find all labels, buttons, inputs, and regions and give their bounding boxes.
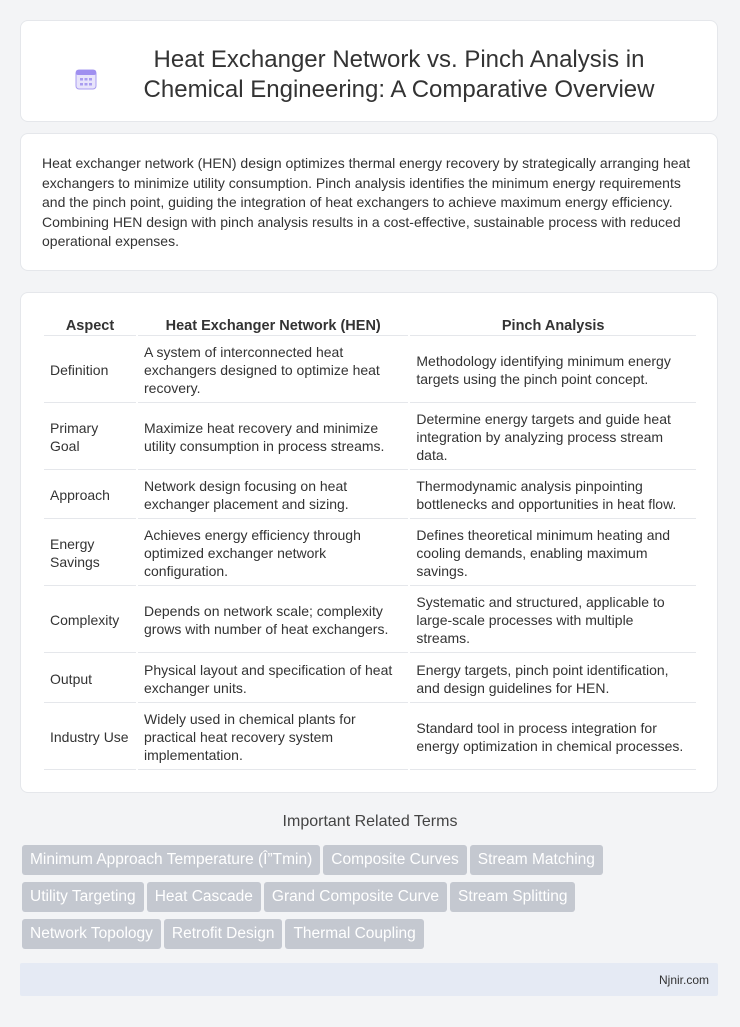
hen-cell: Network design focusing on heat exchanger placement and sizing.	[138, 472, 408, 519]
table-row	[44, 588, 696, 653]
hen-cell: A system of interconnected heat exchangers designed to optimize heat recovery.	[138, 338, 408, 403]
aspect-cell: Complexity	[44, 588, 136, 653]
pinch-cell: Thermodynamic analysis pinpointing bottlenecks and opportunities in heat flow.	[410, 472, 696, 519]
title-card	[20, 20, 718, 122]
pinch-cell: Energy targets, pinch point identification, and design guidelines for HEN.	[410, 655, 696, 703]
calendar-icon	[74, 67, 98, 91]
intro-card	[20, 133, 718, 271]
aspect-cell: Output	[44, 655, 136, 703]
related-term-tag[interactable]: Thermal Coupling	[285, 919, 423, 949]
header-pinch: Pinch Analysis	[410, 315, 696, 336]
table-row	[44, 521, 696, 586]
table-row	[44, 405, 696, 470]
related-term-tag[interactable]: Composite Curves	[323, 845, 467, 875]
related-term-tag[interactable]: Network Topology	[22, 919, 161, 949]
aspect-cell: Energy Savings	[44, 521, 136, 586]
hen-cell: Maximize heat recovery and minimize utility consumption in process streams.	[138, 405, 408, 470]
table-row	[44, 655, 696, 703]
pinch-cell: Systematic and structured, applicable to large-scale processes with multiple streams.	[410, 588, 696, 653]
aspect-cell: Industry Use	[44, 705, 136, 770]
hen-cell: Depends on network scale; complexity grows with number of heat exchangers.	[138, 588, 408, 653]
footer-site-name[interactable]: Njnir.com	[658, 973, 709, 987]
hen-cell: Achieves energy efficiency through optimized exchanger network configuration.	[138, 521, 408, 586]
aspect-cell: Definition	[44, 338, 136, 403]
table-row	[44, 338, 696, 403]
pinch-cell: Methodology identifying minimum energy targets using the pinch point concept.	[410, 338, 696, 403]
related-terms-heading: Important Related Terms	[282, 813, 458, 830]
comparison-table-card	[20, 292, 718, 793]
related-term-tag[interactable]: Retrofit Design	[164, 919, 283, 949]
related-term-tag[interactable]: Stream Splitting	[450, 882, 575, 912]
table-header-row	[44, 315, 696, 336]
related-terms-list	[22, 845, 622, 956]
header-hen: Heat Exchanger Network (HEN)	[138, 315, 408, 336]
pinch-cell: Determine energy targets and guide heat integration by analyzing process stream data.	[410, 405, 696, 470]
related-term-tag[interactable]: Heat Cascade	[147, 882, 261, 912]
related-term-tag[interactable]: Utility Targeting	[22, 882, 144, 912]
table-row	[44, 472, 696, 519]
intro-paragraph: Heat exchanger network (HEN) design optimizes thermal energy recovery by strategically arranging heat exchangers to minimize utility consumption. Pinch analysis identifies the minimum energy requirements and the pinch point, guiding the integration of heat exchangers to achieve maximum energy efficiency. Combining HEN design with pinch analysis results in a cost-effective, sustainable process with reduced operational expenses.	[42, 155, 691, 250]
page-title: Heat Exchanger Network vs. Pinch Analysis in Chemical Engineering: A Comparative Overview	[143, 46, 655, 103]
table-row	[44, 705, 696, 770]
comparison-table	[42, 313, 698, 772]
related-term-tag[interactable]: Stream Matching	[470, 845, 603, 875]
pinch-cell: Standard tool in process integration for energy optimization in chemical processes.	[410, 705, 696, 770]
pinch-cell: Defines theoretical minimum heating and cooling demands, enabling maximum savings.	[410, 521, 696, 586]
footer-bar	[20, 963, 718, 996]
hen-cell: Widely used in chemical plants for practical heat recovery system implementation.	[138, 705, 408, 770]
related-term-tag[interactable]: Minimum Approach Temperature (Î”Tmin)	[22, 845, 320, 875]
aspect-cell: Approach	[44, 472, 136, 519]
header-aspect: Aspect	[44, 315, 136, 336]
aspect-cell: Primary Goal	[44, 405, 136, 470]
related-term-tag[interactable]: Grand Composite Curve	[264, 882, 447, 912]
hen-cell: Physical layout and specification of heat exchanger units.	[138, 655, 408, 703]
